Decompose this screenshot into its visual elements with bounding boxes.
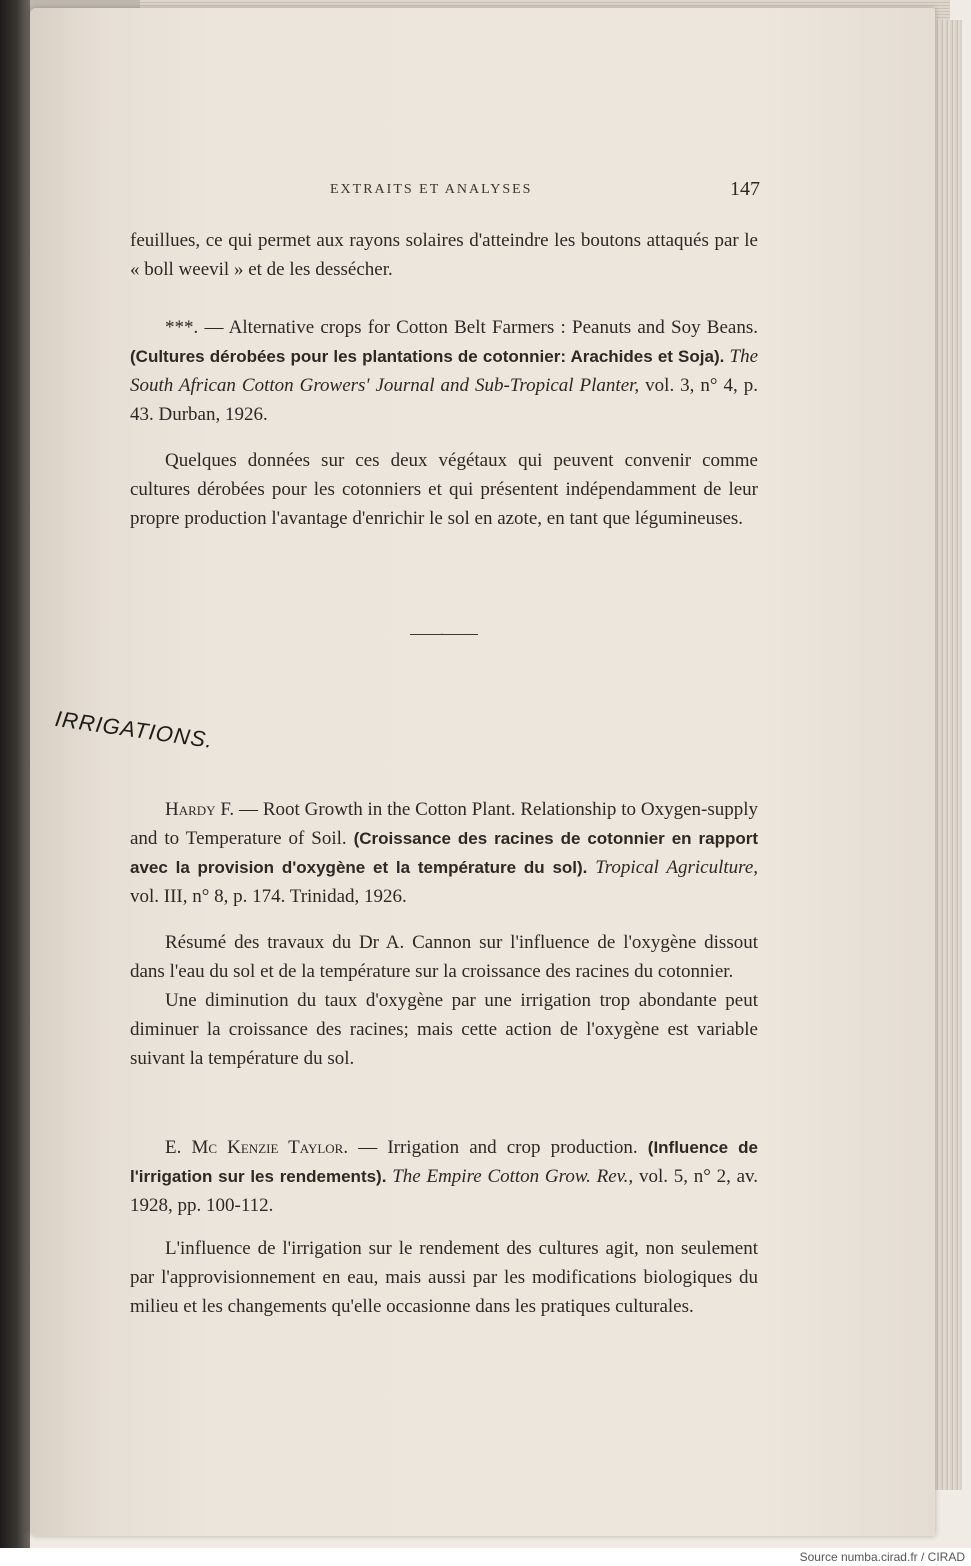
entry-citation [130,1133,758,1220]
page-header [330,178,760,202]
entry-title-fr: (Influence de l'irrigation sur les rendements). [130,1138,758,1186]
entry-summary-block [130,928,758,1073]
entry-author: E. Mc Kenzie Taylor. [165,1137,349,1158]
entry-summary-block [130,1234,758,1321]
entry-title-en: — Alternative crops for Cotton Belt Farmers : Peanuts and Soy Beans. [204,317,758,338]
entry-author: ***. [165,317,199,338]
source-footer [0,1548,971,1566]
section-stamp: IRRIGATIONS. [53,706,215,753]
entry-citation [130,313,758,429]
entry-author: Hardy F. [165,799,235,820]
entry-source: The Empire Cotton Grow. Rev., [392,1166,634,1187]
entry-ref: vol. 5, n° 2, av. 1928, pp. 100-112. [130,1166,759,1216]
page-number: 147 [730,178,760,200]
entry-title-fr: (Cultures dérobées pour les plantations de cotonnier: Arachides et Soja). [130,347,725,366]
section-separator [410,634,478,635]
entry-ref: vol. III, n° 8, p. 174. Trinidad, 1926. [130,886,407,907]
entry-summary: L'influence de l'irrigation sur le rendement des cultures agit, non seulement par l'approvisionnement en eau, mais aussi par les modifications biologiques du milieu et les changements qu'elle occasionne dans les pratiques culturales. [130,1238,758,1317]
separator-dot: · [440,627,444,641]
entry-source: The South African Cotton Growers' Journal and Sub-Tropical Planter, [130,346,758,396]
book-binding [0,0,30,1548]
entry-summary: Quelques données sur ces deux végétaux qui peuvent convenir comme cultures dérobées pour les cotonniers et qui présentent indépendamment de leur propre production l'avantage d'enrichir le sol en azote, en tant que légumineuses. [130,450,758,529]
entry-hardy [130,795,758,911]
continuation-text: feuillues, ce qui permet aux rayons solaires d'atteindre les boutons attaqués par le « boll weevil » et de les dessécher. [130,230,758,280]
entry-summary: Résumé des travaux du Dr A. Cannon sur l'influence de l'oxygène dissout dans l'eau du sol et de la température sur la croissance des racines du cotonnier. [130,932,758,982]
continuation-paragraph [130,226,758,284]
running-title: EXTRAITS ET ANALYSES [330,182,533,197]
entry-summary-block [130,446,758,533]
entry-title-fr: (Croissance des racines de cotonnier en rapport avec la provision d'oxygène et la température du sol). [130,829,758,877]
source-credit: Source numba.cirad.fr / CIRAD [799,1550,965,1564]
entry-title-en: — Root Growth in the Cotton Plant. Relationship to Oxygen-supply and to Temperature of Soil. [130,799,759,849]
entry-source: Tropical Agriculture, [595,857,759,878]
entry-citation [130,795,758,911]
entry-taylor [130,1133,758,1220]
entry-title-en: — Irrigation and crop production. [358,1137,638,1158]
entry-summary: Une diminution du taux d'oxygène par une irrigation trop abondante peut diminuer la croissance des racines; mais cette action de l'oxygène est variable suivant la température du sol. [130,990,758,1069]
entry-alternative-crops [130,313,758,429]
entry-ref: vol. 3, n° 4, p. 43. Durban, 1926. [130,375,758,425]
